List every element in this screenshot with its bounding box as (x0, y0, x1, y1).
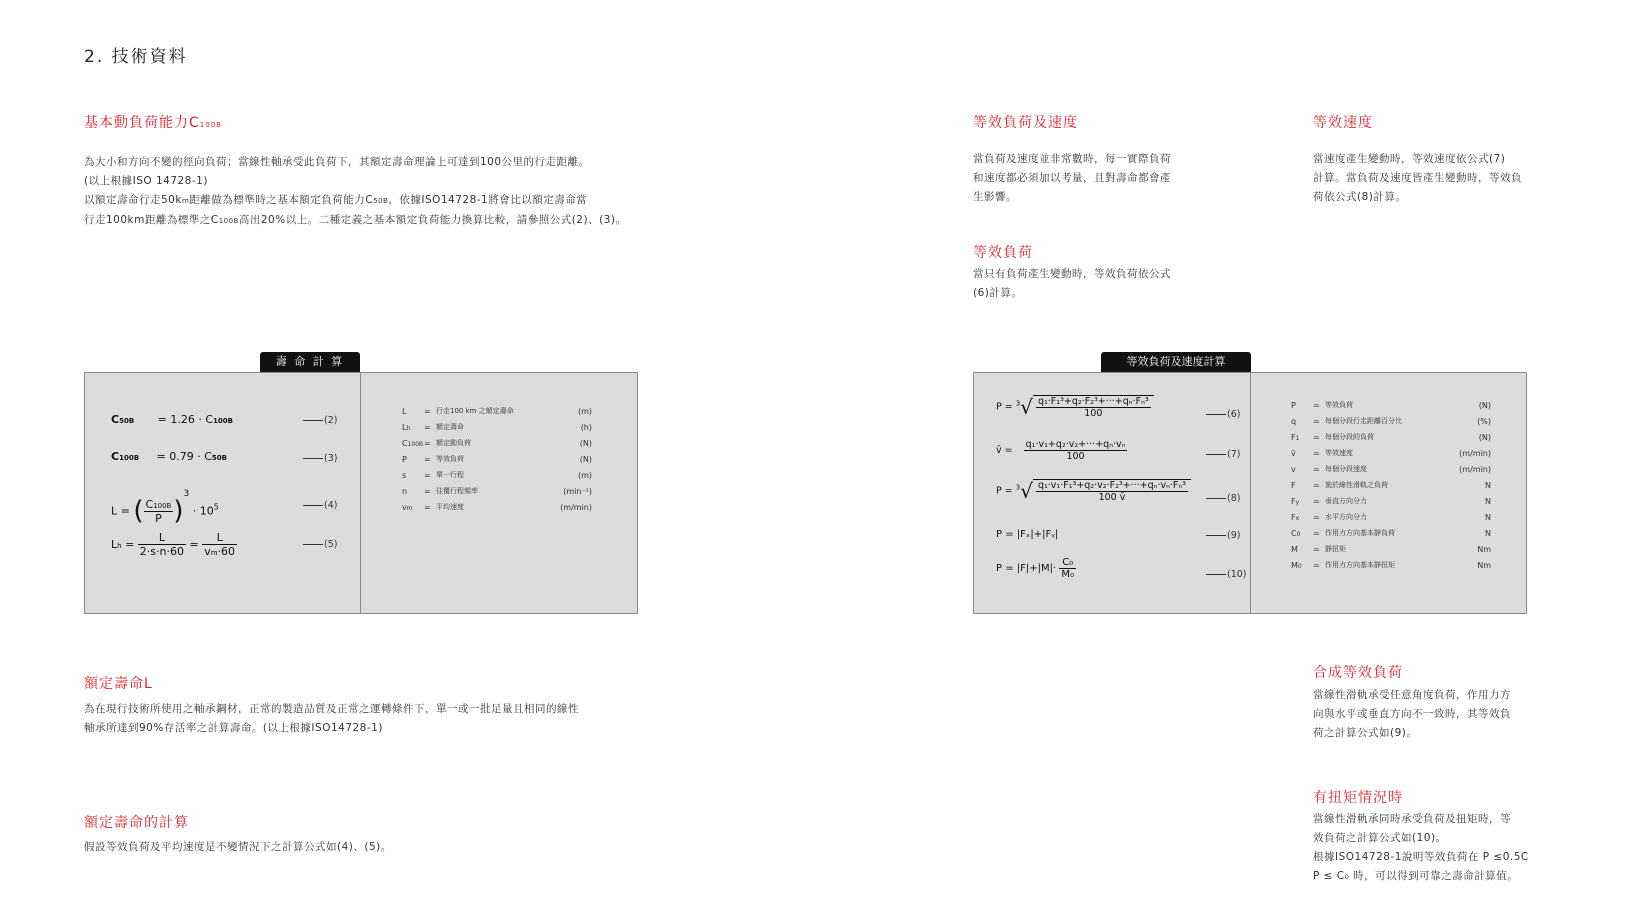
variable-row (1291, 477, 1491, 493)
variable-unit: (N) (579, 438, 592, 448)
variable-row (1291, 525, 1491, 541)
formula-3: C100B = 0.79 · C50B (111, 450, 227, 463)
variable-unit: (min⁻¹) (563, 486, 592, 496)
formula-9-ref: (9) (1206, 530, 1240, 541)
variable-equals: = (1313, 496, 1320, 506)
formula-10: P = |F|+|M|· $\frac{\text{C₀}}{\text{M₀}}$ (996, 557, 1075, 580)
variable-row (1291, 461, 1491, 477)
variable-unit: N (1485, 512, 1491, 522)
variable-equals: = (1313, 464, 1320, 474)
variable-unit: (m) (577, 406, 592, 416)
variable-equals: = (424, 470, 431, 480)
formula-6: P = $^3$√ $\frac{\text{q₁·F₁³+q₂·F₂³+···+qₙ·Fₙ³}}{100}$ (996, 395, 1154, 419)
variable-description: 每個分段速度 (1325, 465, 1367, 473)
variable-unit: (m/min) (1459, 448, 1491, 458)
variable-unit: (N) (1478, 432, 1491, 442)
variable-row (1291, 445, 1491, 461)
variable-description: 單一行程 (436, 471, 464, 479)
variable-description: 作用力方向基本靜扭矩 (1325, 561, 1395, 569)
variable-description: 平均速度 (436, 503, 464, 511)
variable-equals: = (424, 438, 431, 448)
variable-unit: Nm (1477, 544, 1491, 554)
variable-symbol: M (1291, 544, 1298, 554)
variable-row (402, 435, 592, 451)
variable-equals: = (1313, 416, 1320, 426)
eq-load-paragraph: 當只有負荷產生變動時，等效負荷依公式 (6)計算。 (973, 268, 1171, 299)
combined-load-paragraph: 當線性滑軌承受任意角度負荷，作用力方 向與水平或垂直方向不一致時，其等效負 荷之計算公式如(9)。 (1313, 689, 1511, 739)
variable-description: 往覆行程頻率 (436, 487, 478, 495)
formula-4-ref: (4) (303, 500, 337, 511)
variable-row (1291, 397, 1491, 413)
eq-calc-tab: 等效負荷及速度計算 (1101, 352, 1251, 372)
torque-paragraph: 當線性滑軌承同時承受負荷及扭矩時，等 效負荷之計算公式如(10)。 根據ISO14728-1說明等效負荷在 P ≤0.5C P ≤ C₀ 時，可以得到可靠之壽命計算值。 (1313, 813, 1529, 882)
variable-row (402, 419, 592, 435)
variable-equals: = (1313, 528, 1320, 538)
variable-description: 作用力方向基本靜負荷 (1325, 529, 1395, 537)
variable-equals: = (1313, 512, 1320, 522)
variable-description: 額定動負荷 (436, 439, 471, 447)
eq-load-heading: 等效負荷 (973, 245, 1033, 261)
variable-row (402, 403, 592, 419)
variable-symbol: L (402, 406, 407, 416)
variable-unit: N (1485, 496, 1491, 506)
variable-unit: (m/min) (560, 502, 592, 512)
formula-5-ref: (5) (303, 539, 337, 550)
variable-equals: = (424, 502, 431, 512)
variable-equals: = (1313, 400, 1320, 410)
variable-symbol: M0 (1291, 560, 1302, 570)
torque-heading: 有扭矩情況時 (1313, 790, 1403, 806)
variable-equals: = (424, 486, 431, 496)
variable-unit: (h) (580, 422, 592, 432)
variable-row (402, 451, 592, 467)
variable-description: 等效速度 (1325, 449, 1353, 457)
formula-2: C50B = 1.26 · C100B (111, 413, 233, 426)
formula-7-ref: (7) (1206, 449, 1240, 460)
variable-row (1291, 509, 1491, 525)
variable-unit: (N) (579, 454, 592, 464)
life-calc-tab: 壽 命 計 算 (260, 352, 360, 372)
basic-load-paragraph: 為大小和方向不變的徑向負荷；當線性軸承受此負荷下，其額定壽命理論上可達到100公里的行走距離。 (以上根據ISO 14728-1) 以額定壽命行走50km距離做為標準時之基本額定負荷能力C50B，依據ISO14728-1將會比以額定壽命當 行走100km距離為標準之C100B高出20%以上。二種定義之基本額定負荷能力換算比較，請參照公式(2)、(3)。 (84, 156, 627, 226)
variable-symbol: P (1291, 400, 1296, 410)
variable-symbol: Fx (1291, 512, 1300, 522)
formula-3-ref: (3) (303, 453, 337, 464)
variable-equals: = (1313, 432, 1320, 442)
variable-symbol: vm (402, 502, 413, 512)
variable-symbol: s (402, 470, 407, 480)
variable-description: 額定壽命 (436, 423, 464, 431)
formula-8: P = $^3$√ $\frac{\text{q₁·v₁·F₁³+q₂·v₂·F₂³+···+qₙ·vₙ·Fₙ³}}{100 v̄}$ (996, 479, 1191, 503)
variable-row (402, 499, 592, 515)
variable-unit: (N) (1478, 400, 1491, 410)
eq-calc-panel (973, 372, 1527, 614)
variable-description: 垂直方向分力 (1325, 497, 1367, 505)
variable-symbol: v̄ (1291, 448, 1296, 458)
variable-row (1291, 493, 1491, 509)
variable-row (402, 467, 592, 483)
variable-row (402, 483, 592, 499)
combined-load-heading: 合成等效負荷 (1313, 665, 1403, 681)
formula-10-ref: (10) (1206, 569, 1247, 580)
formula-4: L = ( $\frac{C100B}{P}$ )$^3 \cdot 10^5$ (111, 489, 219, 526)
variable-unit: (m/min) (1459, 464, 1491, 474)
life-calc-panel (84, 372, 638, 614)
variable-unit: N (1485, 480, 1491, 490)
basic-load-heading: 基本動負荷能力C100B (84, 115, 222, 131)
formula-5: Lh = $\frac{L}{2\cdot s\cdot n\cdot 60}$ = $\frac{L}{vm\cdot 60}$ (111, 531, 236, 558)
variable-description: 每個分段的負荷 (1325, 433, 1374, 441)
variable-row (1291, 429, 1491, 445)
variable-equals: = (424, 454, 431, 464)
rated-life-calc-paragraph: 假設等效負荷及平均速度是不變情況下之計算公式如(4)、(5)。 (84, 841, 392, 853)
variable-symbol: P (402, 454, 407, 464)
variable-unit: (%) (1477, 416, 1491, 426)
variable-equals: = (1313, 448, 1320, 458)
formula-7: v̄ = $\frac{\text{q₁·v₁+q₂·v₂+···+qₙ·vₙ}}{100}$ (996, 439, 1126, 462)
eq-speed-heading: 等效速度 (1313, 115, 1373, 131)
variable-symbol: C100B (402, 438, 424, 448)
variable-equals: = (1313, 480, 1320, 490)
life-variable-table (402, 403, 592, 515)
variable-unit: Nm (1477, 560, 1491, 570)
eq-speed-paragraph: 當速度產生變動時，等效速度依公式(7) 計算。當負荷及速度皆產生變動時，等效負 荷依公式(8)計算。 (1313, 153, 1522, 203)
variable-symbol: Fy (1291, 496, 1300, 506)
formula-9: P = |Fₓ|+|Fᵧ| (996, 529, 1059, 540)
load-speed-heading: 等效負荷及速度 (973, 115, 1078, 131)
variable-row (1291, 413, 1491, 429)
variable-description: 施於線性滑軌之負荷 (1325, 481, 1388, 489)
variable-description: 水平方向分力 (1325, 513, 1367, 521)
rated-life-calc-heading: 額定壽命的計算 (84, 815, 189, 831)
rated-life-heading: 額定壽命L (84, 676, 153, 692)
variable-unit: (m) (577, 470, 592, 480)
variable-row (1291, 541, 1491, 557)
variable-row (1291, 557, 1491, 573)
formula-6-ref: (6) (1206, 409, 1240, 420)
variable-symbol: F1 (1291, 432, 1300, 442)
variable-symbol: n (402, 486, 408, 496)
rated-life-paragraph: 為在現行技術所使用之軸承鋼材，正常的製造品質及正常之運轉條件下，單一或一批足量且相同的線性 軸承所達到90%存活率之計算壽命。(以上根據ISO14728-1) (84, 703, 579, 734)
variable-symbol: q (1291, 416, 1297, 426)
page-title: 2. 技術資料 (84, 47, 188, 67)
variable-unit: N (1485, 528, 1491, 538)
variable-description: 每個分段行走距離百分比 (1325, 417, 1402, 425)
variable-description: 行走100 km 之額定壽命 (436, 407, 514, 415)
variable-description: 等效負荷 (1325, 401, 1353, 409)
variable-equals: = (424, 406, 431, 416)
variable-equals: = (1313, 560, 1320, 570)
variable-symbol: v (1291, 464, 1296, 474)
variable-equals: = (1313, 544, 1320, 554)
formula-2-ref: (2) (303, 415, 337, 426)
variable-symbol: C0 (1291, 528, 1301, 538)
variable-equals: = (424, 422, 431, 432)
formula-8-ref: (8) (1206, 493, 1240, 504)
load-speed-paragraph: 當負荷及速度並非常數時，每一實際負荷 和速度都必須加以考量，且對壽命都會產 生影響。 (973, 153, 1171, 203)
eq-variable-table (1291, 397, 1491, 573)
variable-symbol: F (1291, 480, 1296, 490)
variable-description: 靜扭矩 (1325, 545, 1346, 553)
variable-description: 等效負荷 (436, 455, 464, 463)
variable-symbol: Lh (402, 422, 411, 432)
